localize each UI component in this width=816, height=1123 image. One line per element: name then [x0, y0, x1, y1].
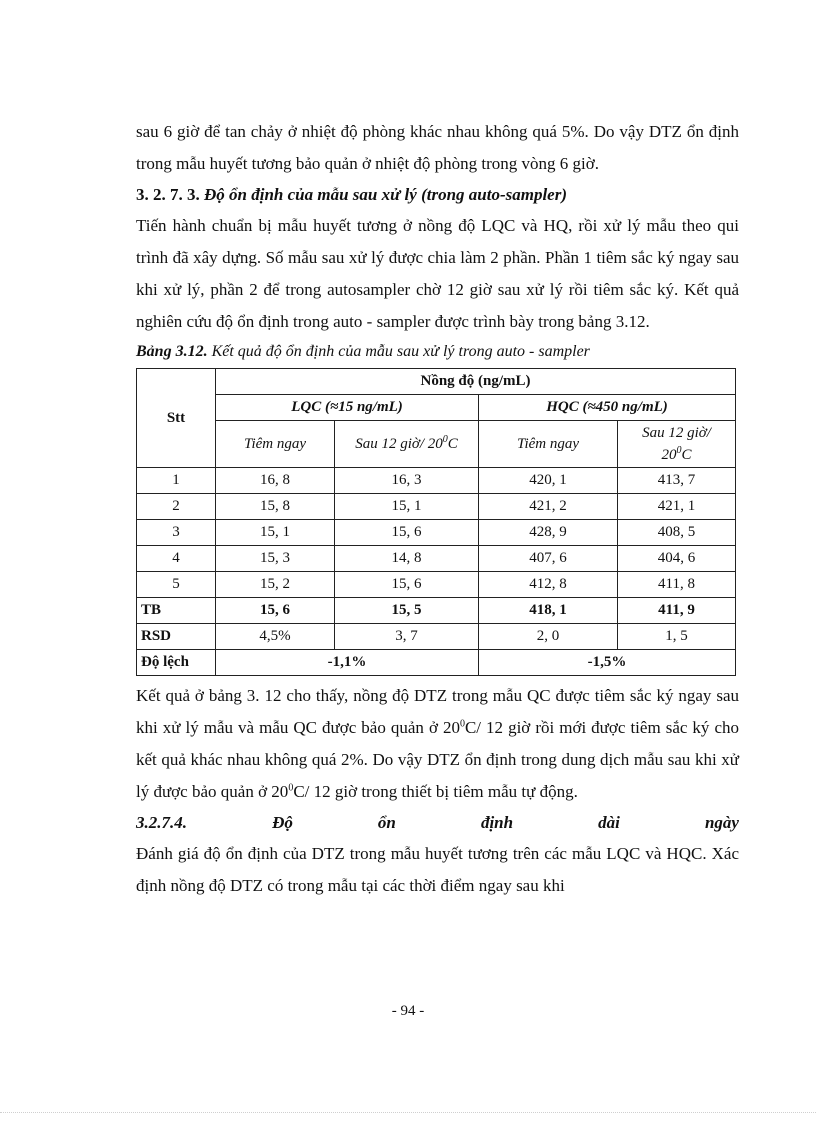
table-row-tb: [137, 598, 736, 624]
temp-label: 20: [661, 447, 677, 463]
table-row: [137, 468, 736, 494]
cell-deviation-label: Độ lệch: [137, 650, 216, 676]
stability-table: [136, 368, 736, 676]
cell: 411, 9: [618, 598, 736, 624]
header-lqc: LQC (≈15 ng/mL): [216, 395, 479, 421]
table-row: [137, 520, 736, 546]
cell: 15, 2: [216, 572, 335, 598]
cell: 16, 3: [335, 468, 479, 494]
header-lqc-after: [335, 421, 479, 468]
cell: 15, 6: [216, 598, 335, 624]
cell: 404, 6: [618, 546, 736, 572]
table-row-deviation: [137, 650, 736, 676]
cell: 2: [137, 494, 216, 520]
table-header-row-3: [137, 421, 736, 468]
cell: 15, 3: [216, 546, 335, 572]
cell: 2, 0: [479, 624, 618, 650]
heading-word: định: [480, 813, 514, 832]
heading-title: Độ ổn định của mẫu sau xử lý (trong auto-sampler): [204, 185, 567, 204]
cell: 14, 8: [335, 546, 479, 572]
celsius-unit: C: [681, 447, 692, 463]
header-hqc: HQC (≈450 ng/mL): [479, 395, 736, 421]
table-row: [137, 494, 736, 520]
p3-part-a: Kết quả ở bảng 3. 12 cho thấy, nồng độ DTZ trong mẫu QC được tiêm sắc ký ngay sau khi xử lý mẫu và mẫu QC được bảo quản ở 20: [136, 686, 739, 737]
cell: 407, 6: [479, 546, 618, 572]
header-lqc-immediate: Tiêm ngay: [216, 421, 335, 468]
page-content: [136, 116, 739, 902]
heading-word: ngày: [704, 813, 739, 832]
cell: 5: [137, 572, 216, 598]
cell-tb-label: TB: [137, 598, 216, 624]
cell: 4,5%: [216, 624, 335, 650]
table-data-rows: [137, 468, 736, 598]
cell: 15, 5: [335, 598, 479, 624]
heading-word: Độ: [272, 813, 293, 832]
degree-sup: 0: [676, 445, 682, 456]
cell: 411, 8: [618, 572, 736, 598]
after-label: Sau 12 giờ/: [642, 425, 711, 441]
section-heading-3-2-7-4: [136, 808, 739, 838]
degree-sup: 0: [442, 433, 448, 445]
table-header-row-1: [137, 369, 736, 395]
header-stt: Stt: [137, 369, 216, 468]
after-label: Sau 12 giờ/ 20: [355, 435, 443, 452]
paragraph-2: Tiến hành chuẩn bị mẫu huyết tương ở nồng độ LQC và HQ, rồi xử lý mẫu theo qui trình đã xây dựng. Số mẫu sau xử lý được chia làm 2 phần. Phần 1 tiêm sắc ký ngay sau khi xử lý, phần 2 để trong autosampler chờ 12 giờ sau xử lý rồi tiêm sắc ký. Kết quả nghiên cứu độ ổn định trong auto - sampler được trình bày trong bảng 3.12.: [136, 216, 739, 331]
cell: 428, 9: [479, 520, 618, 546]
degree-sup: 0: [459, 718, 465, 730]
cell: 4: [137, 546, 216, 572]
cell: 15, 6: [335, 520, 479, 546]
cell: 420, 1: [479, 468, 618, 494]
table-header-row-2: [137, 395, 736, 421]
heading-word: 3.2.7.4.: [136, 813, 187, 832]
cell: 421, 1: [618, 494, 736, 520]
page-number: - 94 -: [391, 1003, 425, 1019]
cell: 16, 8: [216, 468, 335, 494]
header-concentration: Nồng độ (ng/mL): [216, 369, 736, 395]
cell: 413, 7: [618, 468, 736, 494]
table-row-rsd: [137, 624, 736, 650]
caption-text: Kết quả độ ổn định của mẫu sau xử lý trong auto - sampler: [211, 343, 590, 360]
cell: 3: [137, 520, 216, 546]
p3-part-c: C/ 12 giờ trong thiết bị tiêm mẫu tự động.: [293, 782, 578, 801]
paragraph-4: Đánh giá độ ổn định của DTZ trong mẫu huyết tương trên các mẫu LQC và HQC. Xác định nồng độ DTZ có trong mẫu tại các thời điểm ngay sau khi: [136, 844, 739, 895]
cell: 418, 1: [479, 598, 618, 624]
paragraph-3: [136, 680, 739, 808]
cell: 15, 6: [335, 572, 479, 598]
cell: 1, 5: [618, 624, 736, 650]
heading-word: dài: [598, 813, 620, 832]
celsius-unit: C: [447, 435, 458, 452]
cell: 421, 2: [479, 494, 618, 520]
heading-number: 3. 2. 7. 3.: [136, 185, 200, 204]
cell-hqc-deviation: -1,5%: [479, 650, 736, 676]
section-heading-3-2-7-3: [136, 180, 739, 210]
cell: 15, 8: [216, 494, 335, 520]
caption-label: Bảng 3.12.: [136, 343, 208, 360]
table-row: [137, 546, 736, 572]
degree-sup: 0: [288, 782, 294, 794]
header-hqc-after: [618, 421, 736, 468]
table-row: [137, 572, 736, 598]
cell: 15, 1: [335, 494, 479, 520]
cell-lqc-deviation: -1,1%: [216, 650, 479, 676]
heading-word: ổn: [377, 813, 396, 832]
cell: 412, 8: [479, 572, 618, 598]
header-hqc-immediate: Tiêm ngay: [479, 421, 618, 468]
cell: 3, 7: [335, 624, 479, 650]
paragraph-1: sau 6 giờ để tan chảy ở nhiệt độ phòng khác nhau không quá 5%. Do vậy DTZ ổn định trong mẫu huyết tương bảo quản ở nhiệt độ phòng trong vòng 6 giờ.: [136, 122, 739, 173]
cell-rsd-label: RSD: [137, 624, 216, 650]
cell: 15, 1: [216, 520, 335, 546]
cell: 408, 5: [618, 520, 736, 546]
p3-part-b: C/ 12 giờ rồi mới được tiêm sắc ký cho kết quả khác nhau không quá 2%. Do vậy DTZ ổn định trong dung dịch mẫu sau khi xử lý được bảo quản ở 20: [136, 718, 739, 801]
page-edge-divider: [0, 1112, 816, 1123]
cell: 1: [137, 468, 216, 494]
table-caption: [136, 338, 739, 366]
